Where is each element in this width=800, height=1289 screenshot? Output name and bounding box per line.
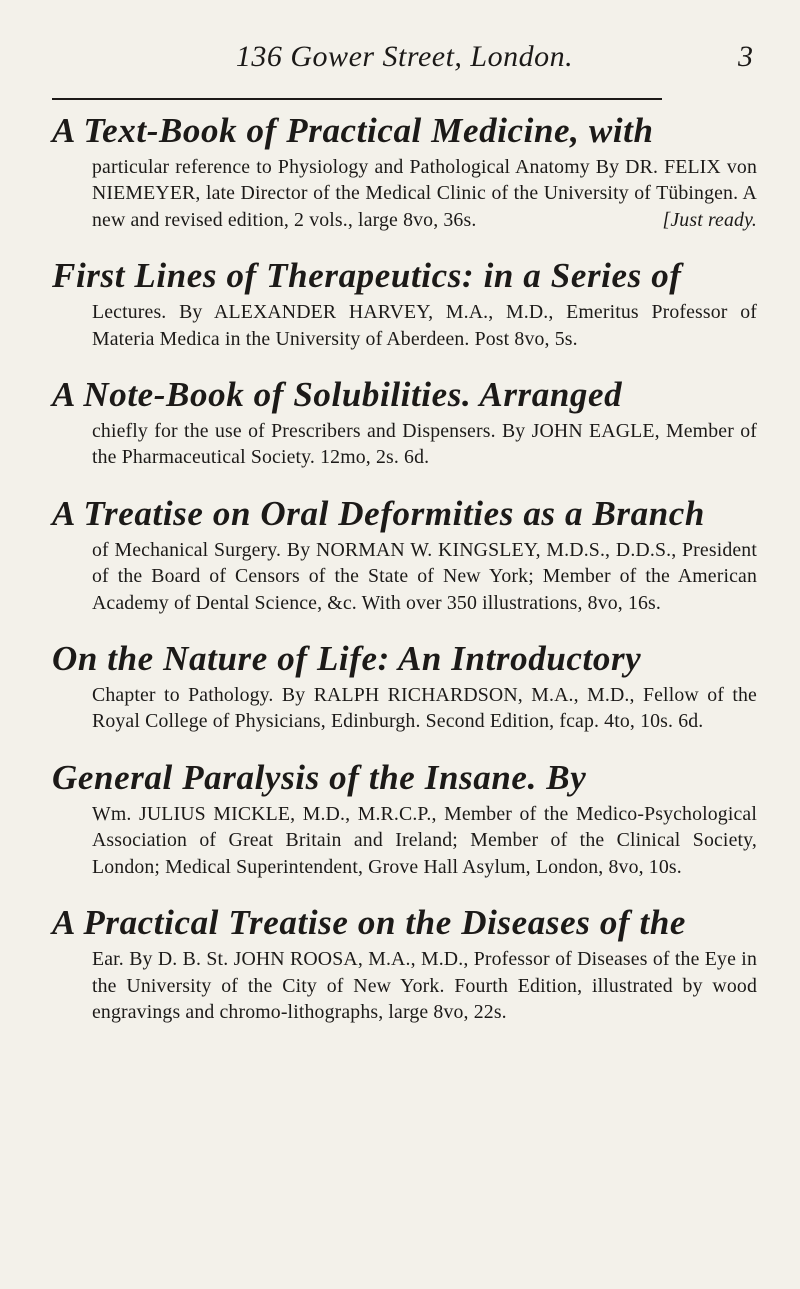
book-title: A Note-Book of Solubilities. Arranged (52, 375, 623, 415)
book-description: Ear. By D. B. St. JOHN ROOSA, M.A., M.D., Professor of Diseases of the Eye in the University of the City of New York. Fourth Edition, illustrated by wood engravings and chromo-lithographs, large 8vo, 22s. (92, 948, 757, 1023)
book-title: On the Nature of Life: An Introductory (52, 639, 642, 679)
book-title: First Lines of Therapeutics: in a Series of (52, 256, 682, 296)
running-title: 136 Gower Street, London. (235, 40, 574, 73)
availability-note: [Just ready. (662, 208, 757, 231)
book-entries (52, 84, 757, 1025)
book-title: A Treatise on Oral Deformities as a Branch (52, 493, 705, 533)
page-number: 3 (738, 40, 753, 73)
book-entry (52, 757, 757, 880)
book-entry (52, 110, 757, 233)
book-description: Wm. JULIUS MICKLE, M.D., M.R.C.P., Member of the Medico-Psychological Association of Great Britain and Ireland; Member of the Clinical Society, London; Medical Superintendent, Grove Hall Asylum, London, 8vo, 10s. (92, 802, 757, 878)
book-description: Chapter to Pathology. By RALPH RICHARDSON, M.A., M.D., Fellow of the Royal College of Physicians, Edinburgh. Second Edition, fcap. 4to, 10s. 6d. (92, 684, 757, 733)
book-title: A Text-Book of Practical Medicine, with (52, 111, 654, 150)
description-text: particular reference to Physiology and Pathological Anatomy By DR. FELIX von NIEMEYER, late Director of the Medical Clinic of the University of Tübingen. A new and revised edition, 2 vols., large 8vo, 36s. (92, 156, 757, 231)
header-rule (52, 98, 662, 100)
book-title: A Practical Treatise on the Diseases of the (52, 903, 687, 943)
book-entry (52, 902, 757, 1025)
book-entry (52, 638, 757, 735)
book-description (52, 154, 757, 233)
book-entry (52, 255, 757, 352)
running-head (52, 0, 757, 84)
book-title: General Paralysis of the Insane. By (52, 757, 587, 797)
book-description: Lectures. By ALEXANDER HARVEY, M.A., M.D., Emeritus Professor of Materia Medica in the University of Aberdeen. Post 8vo, 5s. (92, 301, 757, 350)
book-entry (52, 374, 757, 471)
book-entry (52, 493, 757, 616)
book-description: chiefly for the use of Prescribers and Dispensers. By JOHN EAGLE, Member of the Pharmaceutical Society. 12mo, 2s. 6d. (92, 420, 757, 469)
book-description: of Mechanical Surgery. By NORMAN W. KINGSLEY, M.D.S., D.D.S., President of the Board of Censors of the State of New York; Member of the American Academy of Dental Science, &c. With over 350 illustrations, 8vo, 16s. (92, 538, 757, 614)
catalogue-page (52, 0, 757, 1047)
